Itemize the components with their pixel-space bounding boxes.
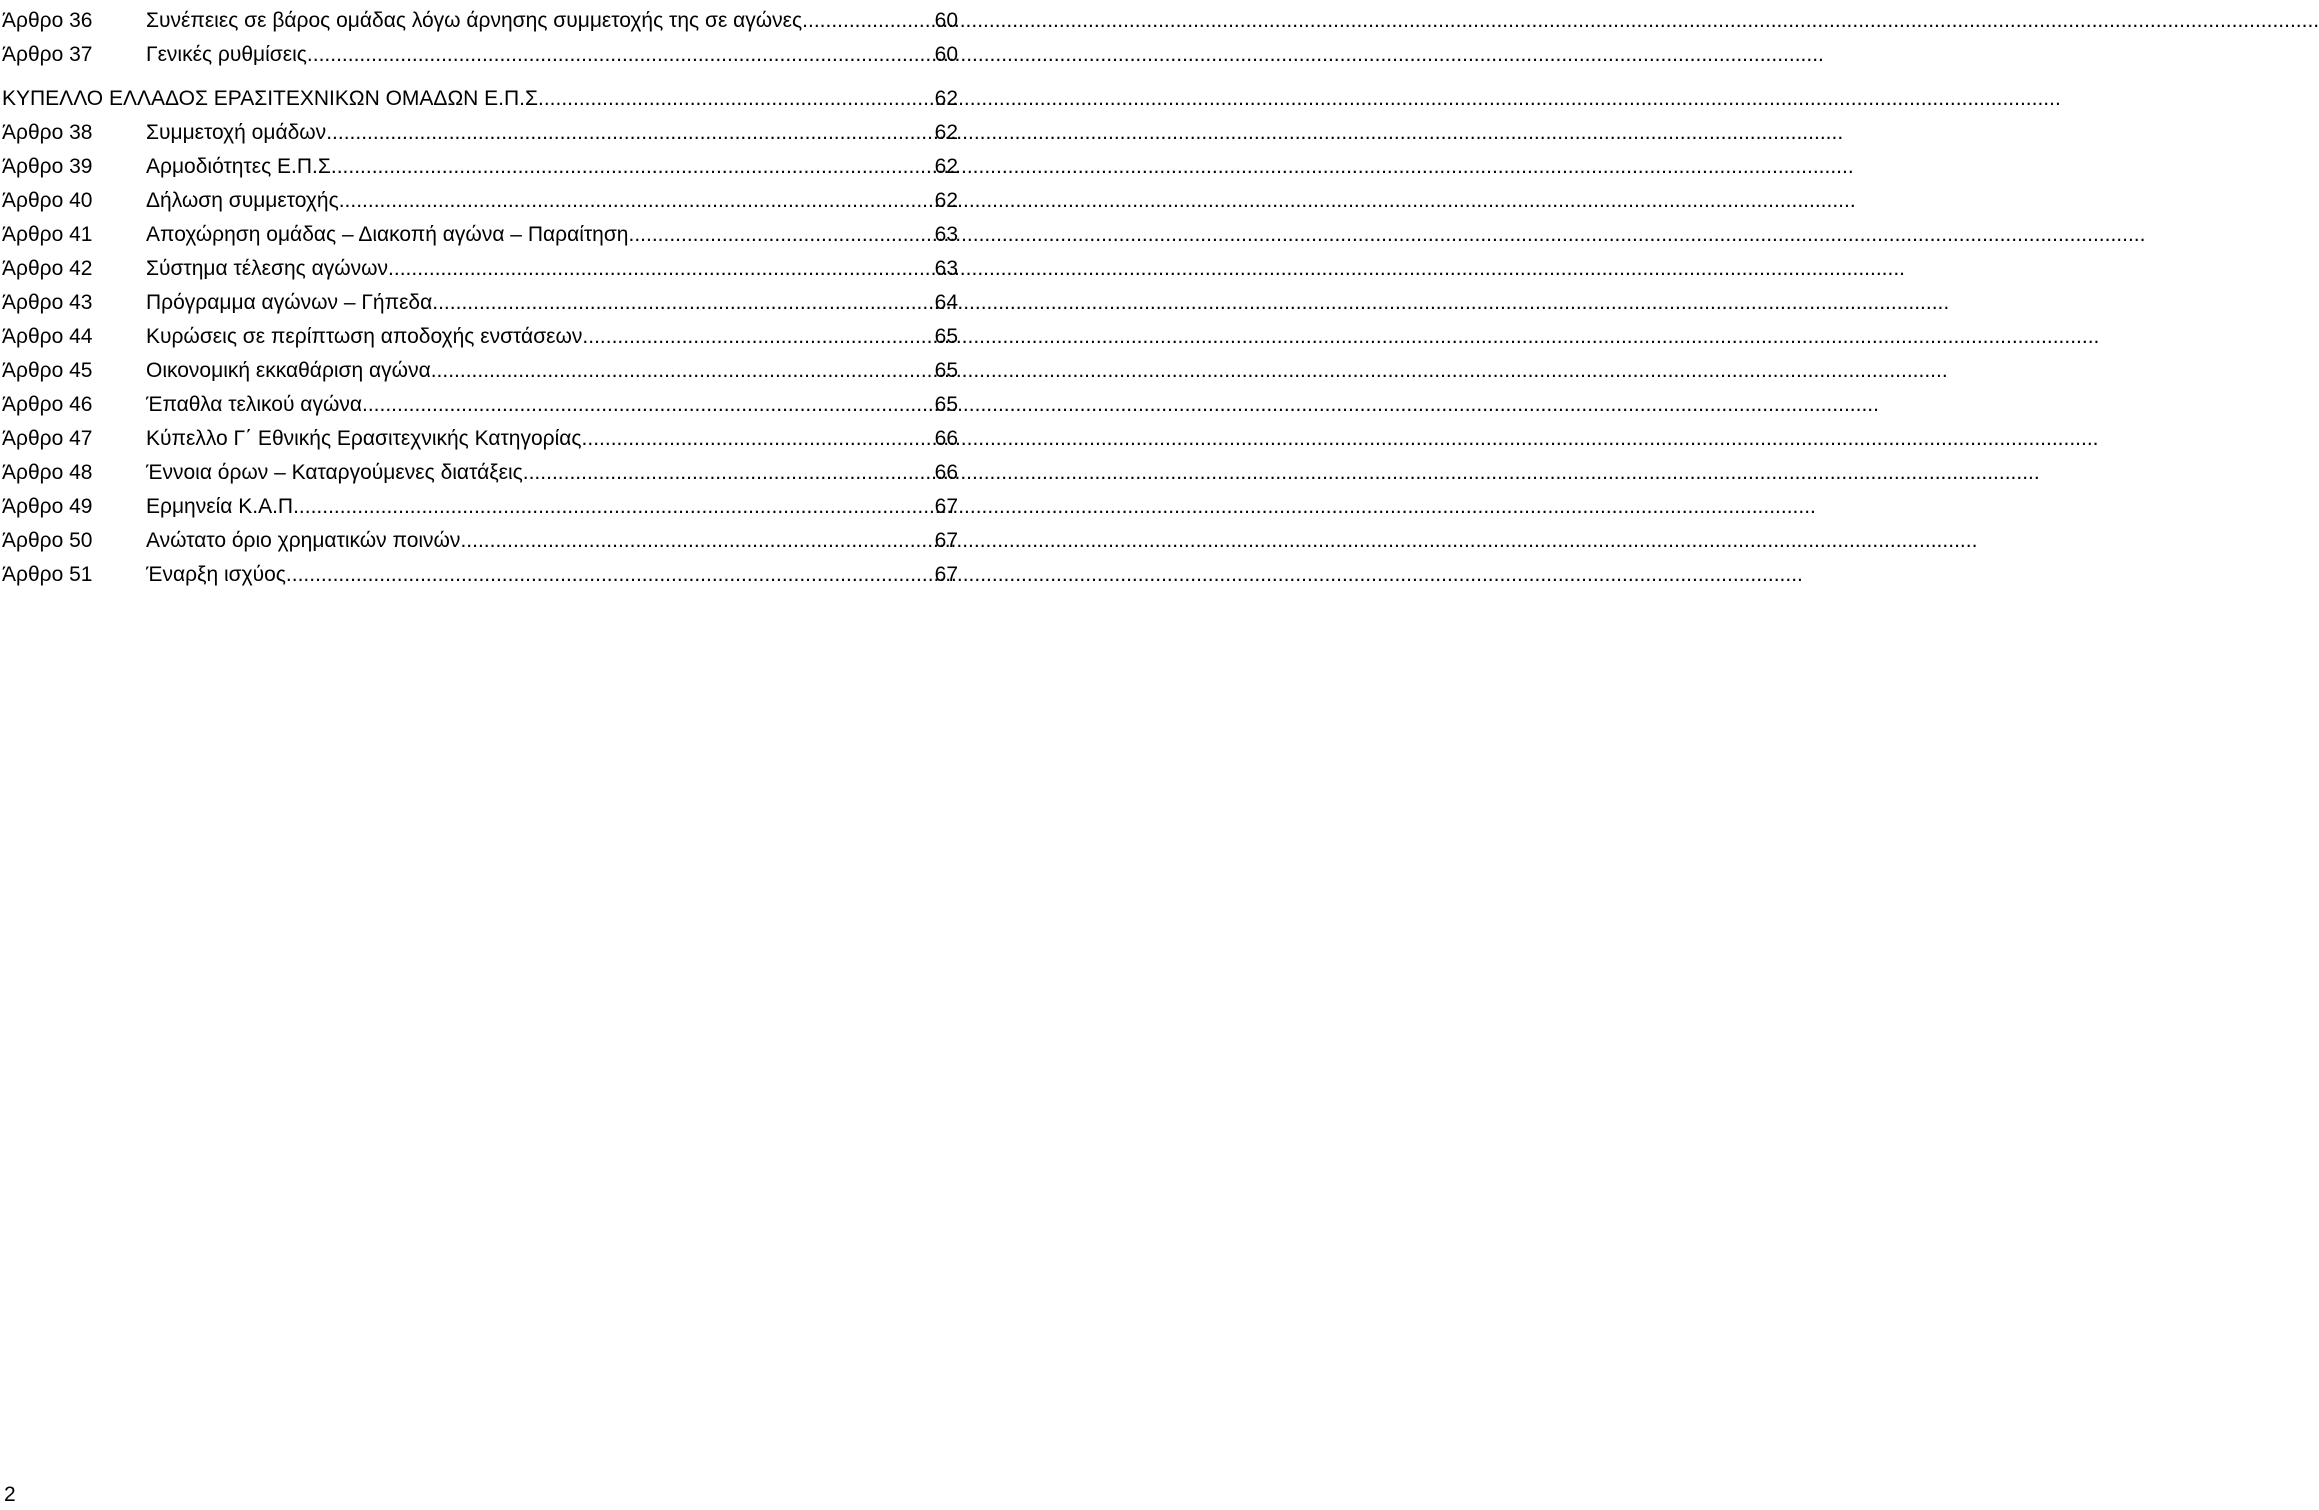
toc-dot-leader [431,354,931,388]
toc-title: Έπαθλα τελικού αγώνα [146,393,362,416]
toc-page-number: 67 [934,495,958,518]
toc-title: Ερμηνεία Κ.Α.Π. [146,495,299,518]
toc-entry-43[interactable] [2,286,958,320]
toc-entry-50[interactable] [2,524,958,558]
toc-entry-45[interactable] [2,354,958,388]
toc-article-number: Άρθρο 50 [2,529,93,552]
toc-article-number: Άρθρο 36 [2,9,93,32]
toc-title: Κυρώσεις σε περίπτωση αποδοχής ενστάσεων [146,325,583,348]
toc-article-number: Άρθρο 40 [2,189,93,212]
toc-entry-37[interactable] [2,38,958,72]
toc-entry-51[interactable] [2,558,958,592]
toc-title: Γενικές ρυθμίσεις [146,43,307,66]
toc-title: Συνέπειες σε βάρος ομάδας λόγω άρνησης συμμετοχής της σε αγώνες [146,9,803,32]
toc-title: Ανώτατο όριο χρηματικών ποινών [146,529,461,552]
toc-title: Συμμετοχή ομάδων [146,121,327,144]
toc-title: Έννοια όρων – Καταργούμενες διατάξεις [146,461,523,484]
toc-dot-leader [337,150,931,184]
toc-dot-leader [582,422,931,456]
toc-page-number: 63 [934,223,958,246]
toc-dot-leader [286,558,931,592]
toc-article-number: Άρθρο 37 [2,43,93,66]
toc-dot-leader [388,252,931,286]
toc-article-number: Άρθρο 46 [2,393,93,416]
toc-entry-44[interactable] [2,320,958,354]
toc-page-number: 64 [934,291,958,314]
toc-page-number: 66 [934,461,958,484]
toc-page-number: 66 [934,427,958,450]
toc-entry-36[interactable] [2,4,958,38]
toc-page-number: 62 [934,155,958,178]
toc-dot-leader [362,388,931,422]
toc-page-number: 62 [934,189,958,212]
toc-page-number: 62 [934,121,958,144]
toc-page-number: 65 [934,359,958,382]
footer-page-number: 2 [4,1483,16,1506]
toc-title: Αρμοδιότητες Ε.Π.Σ. [146,155,337,178]
toc-entry-39[interactable] [2,150,958,184]
toc-page-number: 65 [934,325,958,348]
toc-page-number: 67 [934,529,958,552]
toc-page-number: 67 [934,563,958,586]
toc-dot-leader [299,490,931,524]
toc-entry-38[interactable] [2,116,958,150]
toc-dot-leader [629,218,931,252]
toc-dot-leader [432,286,930,320]
toc-article-number: Άρθρο 42 [2,257,93,280]
toc-article-number: Άρθρο 51 [2,563,93,586]
toc-dot-leader [326,116,930,150]
toc-page-number: 65 [934,393,958,416]
toc-entry-48[interactable] [2,456,958,490]
toc-article-number: Άρθρο 39 [2,155,93,178]
toc-article-number: Άρθρο 38 [2,121,93,144]
toc-article-number: Άρθρο 47 [2,427,93,450]
toc-title: Έναρξη ισχύος [146,563,286,586]
toc-dot-leader [802,4,930,38]
toc-entry-41[interactable] [2,218,958,252]
toc-entry-47[interactable] [2,422,958,456]
toc-article-number: Άρθρο 45 [2,359,93,382]
toc-page-number: 62 [934,87,958,110]
toc-page-number: 63 [934,257,958,280]
toc-title: Σύστημα τέλεσης αγώνων [146,257,389,280]
toc-title: Αποχώρηση ομάδας – Διακοπή αγώνα – Παραίτηση [146,223,629,246]
toc-title: Δήλωση συμμετοχής [146,189,339,212]
toc-title: Οικονομική εκκαθάριση αγώνα [146,359,431,382]
toc-article-number: Άρθρο 44 [2,325,93,348]
toc-article-number: Άρθρο 49 [2,495,93,518]
toc-article-number: Άρθρο 43 [2,291,93,314]
toc-dot-leader [582,320,930,354]
toc-entry-49[interactable] [2,490,958,524]
toc-article-number: Άρθρο 41 [2,223,93,246]
toc-entry-42[interactable] [2,252,958,286]
toc-dot-leader [339,184,931,218]
toc-page-number: 60 [934,43,958,66]
toc-section-heading[interactable] [2,82,958,116]
table-of-contents [2,0,958,592]
toc-title: Κύπελλο Γ΄ Εθνικής Ερασιτεχνικής Κατηγορίας [146,427,582,450]
toc-title: Πρόγραμμα αγώνων – Γήπεδα [146,291,433,314]
document-page [0,0,960,1510]
toc-dot-leader [307,38,931,72]
toc-article-number: Άρθρο 48 [2,461,93,484]
toc-dot-leader [460,524,930,558]
toc-entry-40[interactable] [2,184,958,218]
toc-entry-46[interactable] [2,388,958,422]
toc-page-number: 60 [934,9,958,32]
toc-section-title: ΚΥΠΕΛΛΟ ΕΛΛΑΔΟΣ ΕΡΑΣΙΤΕΧΝΙΚΩΝ ΟΜΑΔΩΝ Ε.Π.Σ. [2,87,544,110]
toc-dot-leader [544,82,931,116]
toc-dot-leader [523,456,931,490]
